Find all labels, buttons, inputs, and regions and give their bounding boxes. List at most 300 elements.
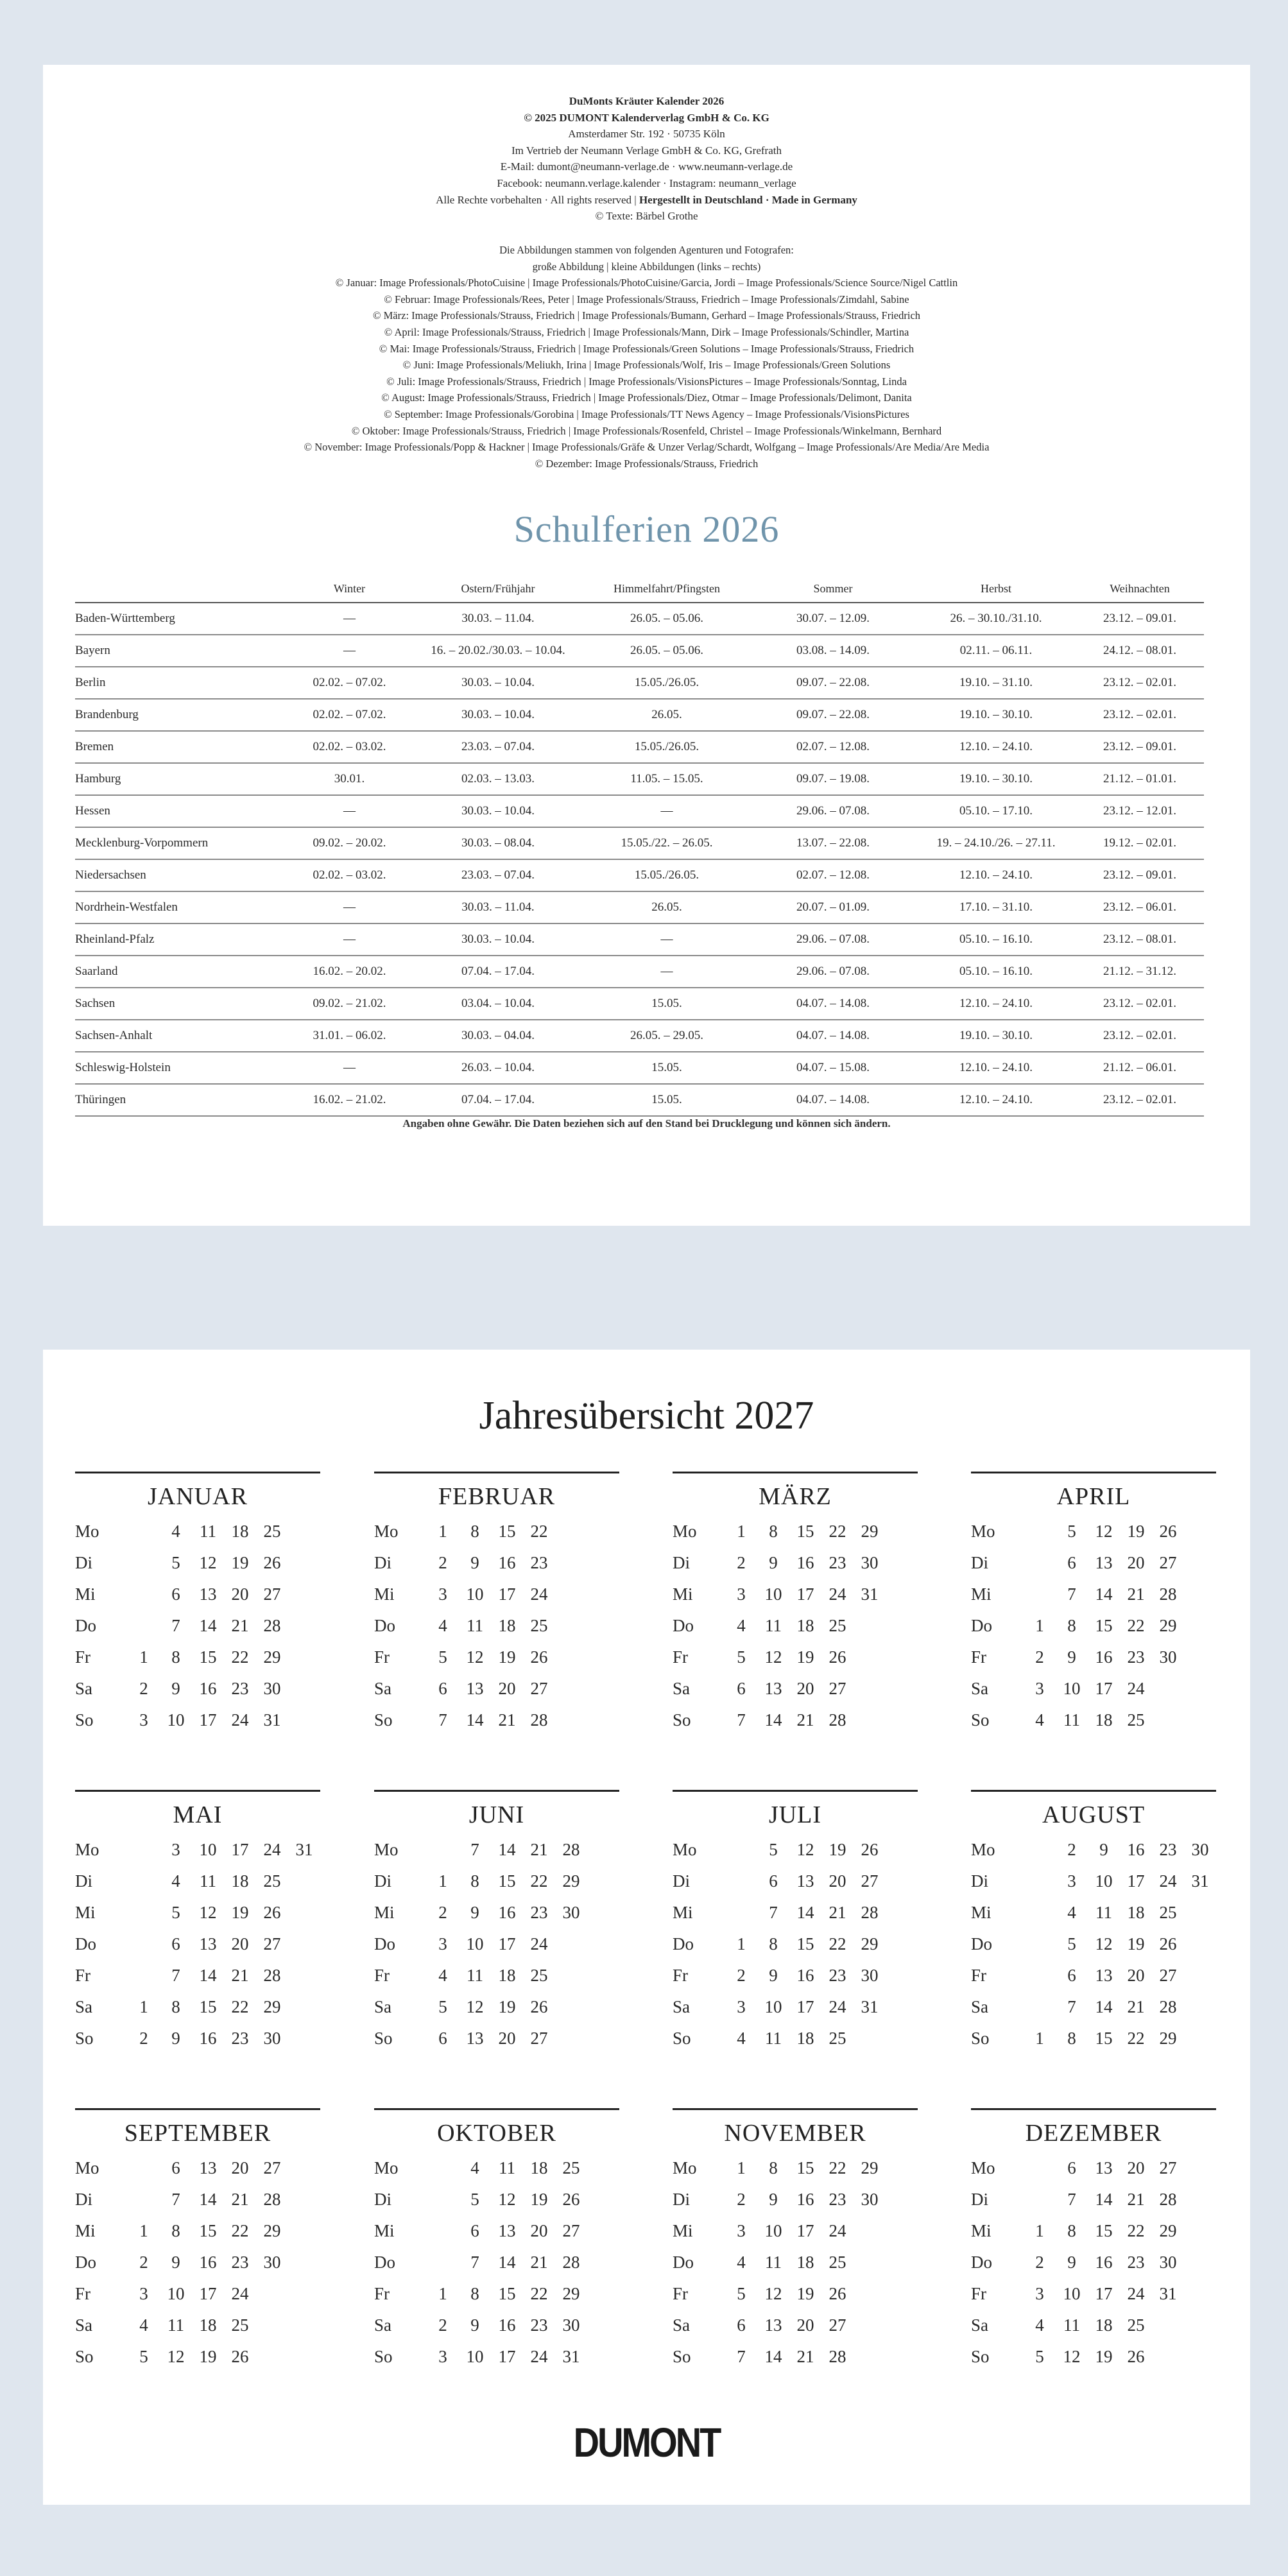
holiday-cell: 26.03. – 10.04. [461,1061,535,1074]
credit-line: © Februar: Image Professionals/Rees, Peter | Image Professionals/Strauss, Friedrich – Image Professionals/Zimdahl, Sabine [384,293,909,305]
imprint-line: Im Vertrieb der Neumann Verlage GmbH & Co. KG, Grefrath [511,144,782,157]
weekday-label: Do [374,1616,395,1635]
holiday-cell: 26.05. – 05.06. [630,644,703,657]
weekday-row [673,1610,918,1642]
month-dezember [971,2108,1216,2373]
day-cell: 7 [737,1710,746,1730]
day-cell: 17 [1127,1871,1145,1891]
weekday-label: Mi [75,1584,96,1604]
day-cell: 1 [737,1934,746,1953]
credit-line: © Juli: Image Professionals/Strauss, Friedrich | Image Professionals/VisionsPictures – Image Professionals/Sonntag, Linda [386,375,907,388]
day-cell: 9 [769,2190,778,2209]
holiday-cell: 30.03. – 04.04. [461,1029,535,1042]
day-cell: 11 [499,2158,515,2177]
weekday-label: So [75,1710,94,1730]
weekday-row [374,1834,619,1866]
holiday-cell: 16.02. – 20.02. [313,965,386,978]
imprint-line: Facebook: neumann.verlage.kalender · Instagram: neumann_verlage [497,176,796,189]
weekday-label: Sa [971,1997,988,2016]
day-cell: 26 [829,2284,846,2303]
day-cell: 10 [1063,2284,1081,2303]
day-cell: 4 [470,2158,479,2177]
holiday-cell: 13.07. – 22.08. [796,836,870,850]
day-cell: 26 [1159,1522,1177,1541]
holiday-cell: 09.07. – 19.08. [796,772,870,786]
day-cell: 11 [1063,2315,1080,2335]
holiday-cell: 26.05. [651,900,682,914]
weekday-label: Fr [971,1966,987,1985]
weekday-row [673,1834,918,1866]
weekday-row [374,1673,619,1704]
day-cell: 16 [796,1966,814,1985]
weekday-label: Do [971,1616,992,1635]
holiday-cell: 05.10. – 17.10. [959,804,1033,818]
day-cell: 31 [861,1584,879,1604]
day-cell: 10 [167,2284,185,2303]
holiday-cell: 21.12. – 01.01. [1103,772,1176,786]
holiday-cell: 04.07. – 14.08. [796,1093,870,1106]
day-cell: 17 [796,2221,814,2240]
day-cell: 18 [199,2315,217,2335]
holiday-cell: 19.10. – 30.10. [959,708,1033,721]
weekday-label: Mi [374,2221,395,2240]
day-cell: 11 [765,2253,782,2272]
day-cell: 25 [829,2029,846,2048]
day-cell: 24 [829,1997,846,2016]
state-name: Hessen [75,804,110,818]
holiday-cell: 16.02. – 21.02. [313,1093,386,1106]
day-cell: 17 [796,1584,814,1604]
month-juni [374,1790,619,2054]
day-cell: 20 [796,2315,814,2335]
day-cell: 23 [231,2029,249,2048]
holiday-cell: — [343,932,356,946]
day-cell: 19 [1127,1934,1145,1953]
month-mai [75,1790,320,2054]
weekday-row [374,1991,619,2023]
day-cell: 20 [231,2158,249,2177]
day-cell: 17 [199,2284,217,2303]
day-cell: 18 [796,1616,814,1635]
day-cell: 31 [263,1710,281,1730]
day-cell: 8 [470,1871,479,1891]
day-cell: 15 [796,2158,814,2177]
weekday-label: Mi [971,2221,992,2240]
day-cell: 13 [199,1584,217,1604]
weekday-label: Mo [971,1522,995,1541]
month-rule [673,1472,918,1473]
holiday-cell: 30.03. – 11.04. [461,900,535,914]
holiday-cell: — [343,804,356,818]
weekday-row [374,1579,619,1610]
weekday-row [971,1516,1216,1547]
holiday-cell: 12.10. – 24.10. [959,868,1033,882]
day-cell: 2 [438,2315,447,2335]
day-cell: 22 [829,1934,846,1953]
holiday-cell: — [343,1061,356,1074]
state-name: Bayern [75,644,110,657]
holiday-cell: 07.04. – 17.04. [461,965,535,978]
day-cell: 12 [466,1647,484,1667]
holiday-cell: 23.03. – 07.04. [461,868,535,882]
weekday-label: Do [75,2253,96,2272]
weekday-row [374,2184,619,2215]
day-cell: 8 [470,2284,479,2303]
day-cell: 20 [1127,1553,1145,1572]
day-cell: 23 [530,2315,548,2335]
day-cell: 30 [562,1903,580,1922]
day-cell: 8 [470,1522,479,1541]
weekday-label: Do [673,1934,694,1953]
day-cell: 17 [1095,1679,1113,1698]
day-cell: 23 [829,2190,846,2209]
day-cell: 7 [737,2347,746,2366]
day-cell: 16 [498,1553,516,1572]
table-row [75,796,1204,828]
table-row [75,667,1204,700]
holiday-cell: 02.07. – 12.08. [796,740,870,753]
weekday-row [75,2341,320,2373]
holiday-cell: 19.10. – 31.10. [959,676,1033,689]
weekday-row [673,2310,918,2341]
day-cell: 26 [530,1647,548,1667]
day-cell: 1 [139,1647,148,1667]
credit-line: © April: Image Professionals/Strauss, Friedrich | Image Professionals/Mann, Dirk – Image Professionals/Schindler, Martina [384,325,909,338]
day-cell: 13 [199,2158,217,2177]
day-cell: 2 [139,2029,148,2048]
day-cell: 10 [466,1934,484,1953]
day-cell: 27 [829,2315,846,2335]
weekday-label: Sa [673,1679,690,1698]
day-cell: 6 [470,2221,479,2240]
day-cell: 7 [171,2190,180,2209]
day-cell: 19 [199,2347,217,2366]
day-cell: 12 [796,1840,814,1859]
day-cell: 16 [199,2029,217,2048]
day-cell: 2 [139,1679,148,1698]
table-row [75,764,1204,796]
day-cell: 13 [764,2315,782,2335]
day-cell: 22 [829,2158,846,2177]
day-cell: 23 [1159,1840,1177,1859]
day-cell: 19 [796,2284,814,2303]
holiday-cell: 23.03. – 07.04. [461,740,535,753]
day-cell: 19 [1127,1522,1145,1541]
weekday-row [673,1642,918,1673]
holiday-cell: 02.03. – 13.03. [461,772,535,786]
month-märz [673,1472,918,1736]
day-cell: 21 [1127,2190,1145,2209]
weekday-row [971,1642,1216,1673]
weekday-row [673,1991,918,2023]
day-cell: 11 [765,1616,782,1635]
weekday-label: Mo [75,1840,99,1859]
weekday-label: Mo [971,2158,995,2177]
day-cell: 11 [765,2029,782,2048]
day-cell: 10 [764,2221,782,2240]
day-cell: 4 [171,1871,180,1891]
month-name: JUNI [468,1801,525,1828]
weekday-label: Di [75,2190,92,2209]
day-cell: 2 [1067,1840,1076,1859]
state-name: Niedersachsen [75,868,146,882]
weekday-row [673,1704,918,1736]
weekday-row [971,2278,1216,2310]
weekday-label: Fr [971,1647,987,1667]
weekday-label: Sa [971,2315,988,2335]
weekday-row [374,1642,619,1673]
state-name: Rheinland-Pfalz [75,932,155,946]
day-cell: 4 [737,2253,746,2272]
weekday-label: Mi [673,1903,693,1922]
month-name: DEZEMBER [1025,2120,1162,2147]
day-cell: 19 [829,1840,846,1859]
state-name: Thüringen [75,1093,126,1106]
holiday-cell: 15.05./22. – 26.05. [621,836,713,850]
day-cell: 14 [199,2190,217,2209]
day-cell: 28 [1159,2190,1177,2209]
holiday-cell: 31.01. – 06.02. [313,1029,386,1042]
credit-line: © September: Image Professionals/Gorobina | Image Professionals/TT News Agency – Image Professionals/VisionsPictures [384,408,909,420]
day-cell: 20 [530,2221,548,2240]
day-cell: 4 [1035,1710,1044,1730]
holiday-cell: 04.07. – 14.08. [796,1029,870,1042]
holiday-cell: 12.10. – 24.10. [959,1061,1033,1074]
holiday-cell: 09.07. – 22.08. [796,708,870,721]
imprint-line: DuMonts Kräuter Kalender 2026 [569,95,725,107]
table-header-cell: Herbst [981,581,1011,595]
day-cell: 15 [796,1934,814,1953]
weekday-row [971,1834,1216,1866]
day-cell: 21 [530,1840,548,1859]
day-cell: 5 [171,1903,180,1922]
day-cell: 19 [498,1997,516,2016]
day-cell: 21 [231,2190,249,2209]
day-cell: 12 [1095,1934,1113,1953]
day-cell: 28 [829,1710,846,1730]
month-oktober [374,2108,619,2373]
day-cell: 11 [200,1871,216,1891]
day-cell: 29 [263,2221,281,2240]
weekday-row [673,2184,918,2215]
day-cell: 14 [764,2347,782,2366]
day-cell: 13 [466,2029,484,2048]
weekday-row [75,1834,320,1866]
day-cell: 24 [1159,1871,1177,1891]
day-cell: 20 [1127,2158,1145,2177]
weekday-row [673,2152,918,2184]
weekday-label: Mo [374,1522,399,1541]
day-cell: 28 [1159,1997,1177,2016]
day-cell: 29 [861,1522,879,1541]
day-cell: 30 [263,2253,281,2272]
day-cell: 21 [1127,1584,1145,1604]
weekday-row [374,1516,619,1547]
day-cell: 11 [467,1616,483,1635]
day-cell: 28 [829,2347,846,2366]
day-cell: 15 [199,2221,217,2240]
weekday-label: Di [374,1553,391,1572]
day-cell: 24 [530,2347,548,2366]
day-cell: 15 [199,1997,217,2016]
weekday-label: So [374,2029,393,2048]
day-cell: 12 [199,1553,217,1572]
day-cell: 16 [1095,2253,1113,2272]
day-cell: 5 [737,2284,746,2303]
day-cell: 28 [562,2253,580,2272]
day-cell: 31 [861,1997,879,2016]
day-cell: 3 [1035,1679,1044,1698]
day-cell: 15 [498,1522,516,1541]
day-cell: 2 [438,1903,447,1922]
day-cell: 17 [796,1997,814,2016]
holiday-cell: 03.04. – 10.04. [461,997,535,1010]
weekday-label: Di [673,1871,690,1891]
holiday-cell: 02.02. – 07.02. [313,676,386,689]
day-cell: 3 [1035,2284,1044,2303]
weekday-row [673,1547,918,1579]
schulferien-title: Schulferien 2026 [513,508,780,550]
credit-line: © November: Image Professionals/Popp & Hackner | Image Professionals/Gräfe & Unzer Verlag/Schardt, Wolfgang – Image Professionals/Are Media/Are Media [304,441,990,454]
month-august [971,1790,1216,2054]
holiday-cell: 12.10. – 24.10. [959,1093,1033,1106]
day-cell: 15 [796,1522,814,1541]
day-cell: 12 [498,2190,516,2209]
day-cell: 18 [796,2253,814,2272]
weekday-label: Mi [673,2221,693,2240]
day-cell: 23 [530,1903,548,1922]
weekday-label: Fr [971,2284,987,2303]
day-cell: 24 [231,2284,249,2303]
holiday-cell: 30.03. – 10.04. [461,676,535,689]
day-cell: 16 [199,1679,217,1698]
weekday-label: Do [971,1934,992,1953]
month-name: MÄRZ [759,1483,832,1510]
day-cell: 7 [1067,1997,1076,2016]
day-cell: 1 [1035,2221,1044,2240]
day-cell: 22 [530,1522,548,1541]
day-cell: 22 [231,2221,249,2240]
weekday-row [673,2341,918,2373]
weekday-label: Sa [971,1679,988,1698]
weekday-label: So [971,2347,990,2366]
day-cell: 27 [829,1679,846,1698]
holiday-cell: 30.01. [334,772,365,786]
weekday-label: Mo [971,1840,995,1859]
holiday-cell: 02.07. – 12.08. [796,868,870,882]
day-cell: 9 [1067,1647,1076,1667]
day-cell: 4 [139,2315,148,2335]
table-row [75,988,1204,1020]
weekday-label: Di [971,1553,988,1572]
year-overview-panel [43,1350,1250,2505]
day-cell: 18 [1095,1710,1113,1730]
day-cell: 14 [199,1966,217,1985]
weekday-row [673,1673,918,1704]
day-cell: 6 [737,2315,746,2335]
weekday-row [374,2152,619,2184]
weekday-row [75,1673,320,1704]
day-cell: 12 [466,1997,484,2016]
month-juli [673,1790,918,2054]
month-name: OKTOBER [437,2120,556,2147]
day-cell: 21 [530,2253,548,2272]
table-header-cell: Ostern/Frühjahr [461,581,535,595]
day-cell: 1 [438,1871,447,1891]
weekday-label: Sa [374,1679,391,1698]
weekday-label: Mi [374,1903,395,1922]
day-cell: 3 [438,1934,447,1953]
day-cell: 14 [1095,1997,1113,2016]
weekday-label: Sa [75,2315,92,2335]
day-cell: 28 [530,1710,548,1730]
day-cell: 30 [263,1679,281,1698]
weekday-label: Mi [971,1584,992,1604]
month-april [971,1472,1216,1736]
day-cell: 26 [1127,2347,1145,2366]
weekday-row [374,2023,619,2054]
day-cell: 7 [769,1903,778,1922]
day-cell: 21 [1127,1997,1145,2016]
day-cell: 17 [231,1840,249,1859]
weekday-row [673,1579,918,1610]
weekday-row [75,1866,320,1897]
day-cell: 2 [438,1553,447,1572]
day-cell: 21 [796,1710,814,1730]
month-rule [673,1790,918,1792]
table-row [75,1085,1204,1117]
day-cell: 26 [231,2347,249,2366]
day-cell: 4 [171,1522,180,1541]
day-cell: 19 [231,1903,249,1922]
day-cell: 6 [769,1871,778,1891]
day-cell: 21 [796,2347,814,2366]
holiday-cell: 12.10. – 24.10. [959,997,1033,1010]
holiday-cell: 23.12. – 08.01. [1103,932,1176,946]
credit-line: © August: Image Professionals/Strauss, Friedrich | Image Professionals/Diez, Otmar – Image Professionals/Delimont, Danita [381,391,912,404]
day-cell: 27 [861,1871,879,1891]
month-rule [971,1790,1216,1792]
weekday-label: Do [673,1616,694,1635]
weekday-label: Di [971,2190,988,2209]
day-cell: 25 [530,1616,548,1635]
weekday-label: Mo [374,2158,399,2177]
weekday-row [75,1579,320,1610]
holiday-cell: 04.07. – 15.08. [796,1061,870,1074]
day-cell: 12 [764,1647,782,1667]
holiday-cell: — [343,644,356,657]
day-cell: 29 [1159,2221,1177,2240]
day-cell: 27 [1159,1553,1177,1572]
day-cell: 24 [829,2221,846,2240]
day-cell: 10 [167,1710,185,1730]
day-cell: 17 [498,2347,516,2366]
day-cell: 28 [861,1903,879,1922]
weekday-label: So [971,2029,990,2048]
day-cell: 19 [530,2190,548,2209]
table-row [75,1020,1204,1052]
day-cell: 5 [1067,1934,1076,1953]
state-name: Baden-Württemberg [75,612,175,625]
day-cell: 1 [139,2221,148,2240]
day-cell: 7 [470,2253,479,2272]
day-cell: 8 [1067,1616,1076,1635]
day-cell: 9 [171,2029,180,2048]
weekday-label: Sa [75,1679,92,1698]
table-row [75,956,1204,988]
day-cell: 14 [498,1840,516,1859]
credit-line: Die Abbildungen stammen von folgenden Agenturen und Fotografen: [499,244,794,256]
